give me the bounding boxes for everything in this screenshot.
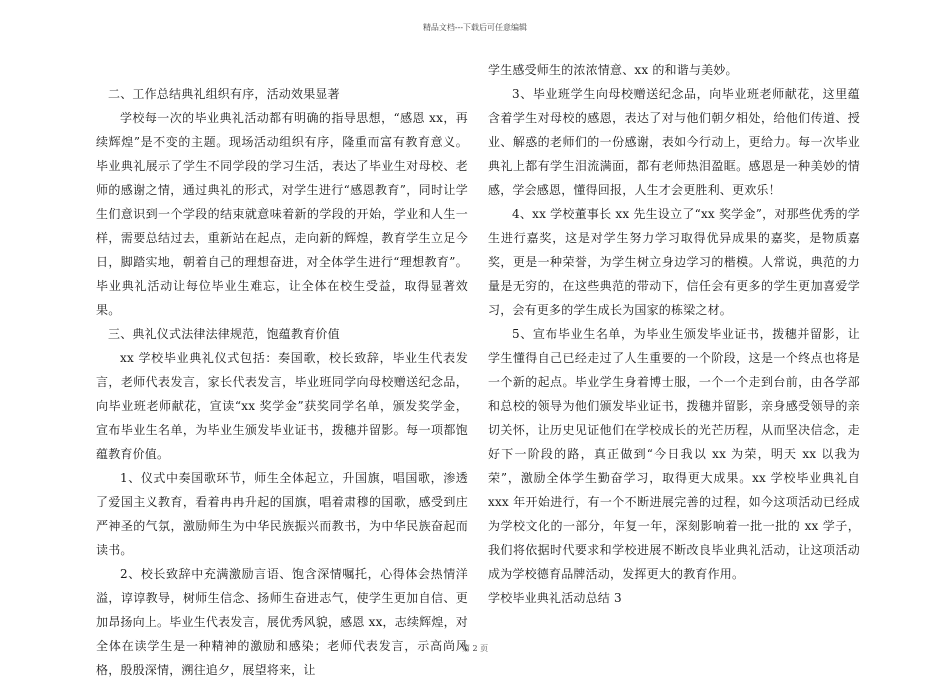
item-3-paragraph: 3、毕业班学生向母校赠送纪念品，向毕业班老师献花，这里蕴含着学生对母校的感恩，表达了对与他们朝夕相处，给他们传道、授业、解惑的老师们的一份感谢，表如今行动上，更给力。每一次毕业典礼上都有学生泪流满面，都有老师热泪盈眶。感恩是一种美妙的情感，学会感恩，懂得回报，人生才会更胜利、更欢乐！ (488, 87, 860, 197)
left-column (96, 58, 468, 682)
item-5-paragraph: 5、宣布毕业生名单，为毕业生颁发毕业证书，拨穗并留影，让学生懂得自己已经走过了人生重要的一个阶段，这是一个终点也将是一个新的起点。毕业学生身着博士服，一个一个走到台前，由各学部和总校的领导为他们颁发毕业证书，拨穗并留影，亲身感受领导的亲切关怀，让历史见证他们在学校成长的光芒历程，从而坚决信念，走好下一阶段的路，真正做到“今日我以 xx 为荣，明天 xx 以我为荣”，激励全体学生勤奋学习，取得更大成果。xx 学校毕业典礼自 xxx 年开始进行，有一个不断进展完善的过程，如今这项活动已经成为学校文化的一部分，年复一年，深刻影响着一批一批的 xx 学子，我们将依据时代要求和学校进展不断改良毕业典礼活动，让这项活动成为学校德育品牌活动，发挥更大的教育作用。 (488, 327, 860, 581)
continued-paragraph: 学生感受师生的浓浓情意、xx 的和谐与美妙。 (488, 63, 738, 77)
right-column (488, 58, 860, 610)
section-3-paragraph-1: xx 学校毕业典礼仪式包括：奏国歌，校长致辞，毕业生代表发言，老师代表发言，家长代表发言，毕业班同学向母校赠送纪念品，向毕业班老师献花，宣读“xx 奖学金”获奖同学名单，颁发奖学金，宣布毕业生名单，为毕业生颁发毕业证书，拨穗并留影。每一项都饱蕴教育价值。 (96, 351, 468, 461)
item-4-paragraph: 4、xx 学校董事长 xx 先生设立了“xx 奖学金”，对那些优秀的学生进行嘉奖，这是对学生努力学习取得优异成果的嘉奖，是物质嘉奖，更是一种荣誉，为学生树立身边学习的楷模。人常说，典范的力量是无穷的，在这些典范的带动下，信任会有更多的学生更加喜爱学习，会有更多的学生成长为国家的栋梁之材。 (488, 207, 860, 317)
section-2-paragraph: 学校每一次的毕业典礼活动都有明确的指导思想，“感恩 xx，再续辉煌”是不变的主题。现场活动组织有序，隆重而富有教育意义。毕业典礼展示了学生不同学段的学习生活，表达了毕业生对母校、老师的感谢之情，通过典礼的形式，对学生进行“感恩教育”，同时让学生们意识到一个学段的结束就意味着新的学段的开始，学业和人生一样，需要总结过去，重新站在起点，走向新的辉煌，教育学生立足今日，脚踏实地，朝着自己的理想奋进，对全体学生进行“理想教育”。毕业典礼活动让每位毕业生难忘，让全体在校生受益，取得显著效果。 (96, 111, 468, 317)
column-top-spacer (96, 58, 468, 82)
page-header: 精品文档---下载后可任意编辑 (422, 23, 528, 32)
section-2-heading: 二、工作总结典礼组织有序，活动效果显著 (108, 87, 340, 101)
section-3-paragraph-3: 2、校长致辞中充满激励言语、饱含深情嘱托，心得体会热情洋溢，谆谆教导，树师生信念、扬师生奋进志气，使学生更加自信、更加昂扬向上。毕业生代表发言，展优秀风貌，感恩 xx，志续辉煌，对全体在读学生是一种精神的激励和感染；老师代表发言，示高尚风格，殷殷深情，溯往追夕，展望将来，让 (96, 567, 468, 677)
page-number: 第 2 页 (461, 644, 489, 653)
section-3-paragraph-2: 1、仪式中奏国歌环节，师生全体起立，升国旗，唱国歌，渗透了爱国主义教育，看着冉冉升起的国旗，唱着肃穆的国歌，感受到庄严神圣的气氛，激励师生为中华民族振兴而教书，为中华民族奋起而读书。 (96, 471, 468, 557)
document-title-3: 学校毕业典礼活动总结 3 (488, 591, 622, 605)
section-3-heading: 三、典礼仪式法律法律规范，饱蕴教育价值 (108, 327, 340, 341)
